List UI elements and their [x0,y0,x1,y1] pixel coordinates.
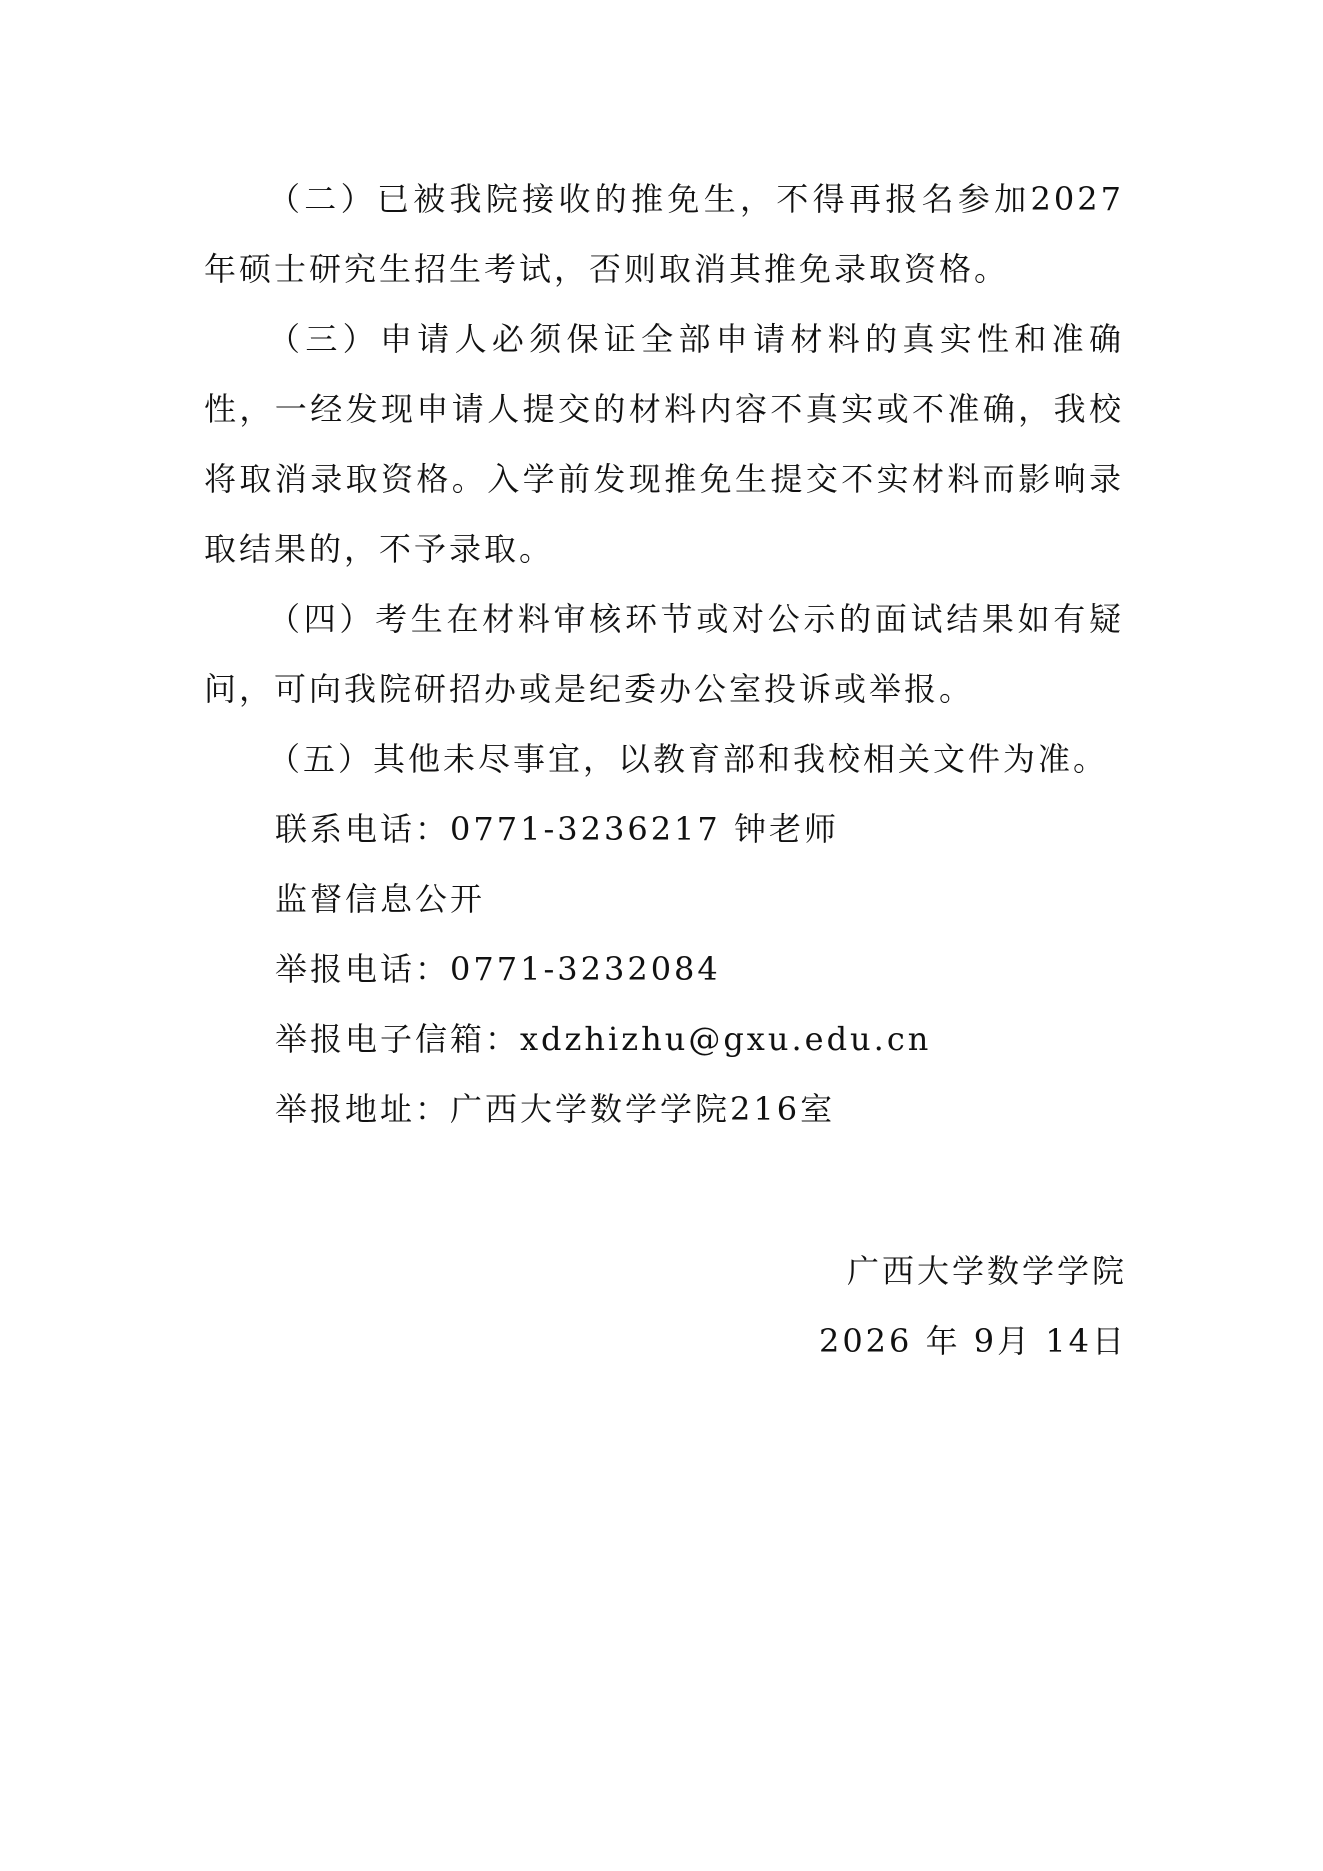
signature-date: 2026 年 9月 14日 [818,1322,1127,1360]
report-address: 举报地址：广西大学数学学院216室 [275,1090,836,1128]
paragraph-two: （二）已被我院接收的推免生，不得再报名参加2027年硕士研究生招生考试，否则取消其推免录取资格。 [204,180,1124,288]
paragraph-four: （四）考生在材料审核环节或对公示的面试结果如有疑问，可向我院研招办或是纪委办公室投诉或举报。 [204,600,1124,708]
supervision-title: 监督信息公开 [275,880,486,918]
report-phone: 举报电话：0771-3232084 [275,950,721,988]
document-body [204,164,1124,1144]
paragraph-three: （三）申请人必须保证全部申请材料的真实性和准确性，一经发现申请人提交的材料内容不真实或不准确，我校将取消录取资格。入学前发现推免生提交不实材料而影响录取结果的，不予录取。 [204,320,1124,568]
signature-block [819,1236,1127,1376]
signature-org: 广西大学数学学院 [846,1252,1127,1290]
report-email: 举报电子信箱：xdzhizhu@gxu.edu.cn [275,1020,932,1058]
paragraph-five: （五）其他未尽事宜，以教育部和我校相关文件为准。 [268,740,1109,778]
contact-phone: 联系电话：0771-3236217 钟老师 [275,810,839,848]
